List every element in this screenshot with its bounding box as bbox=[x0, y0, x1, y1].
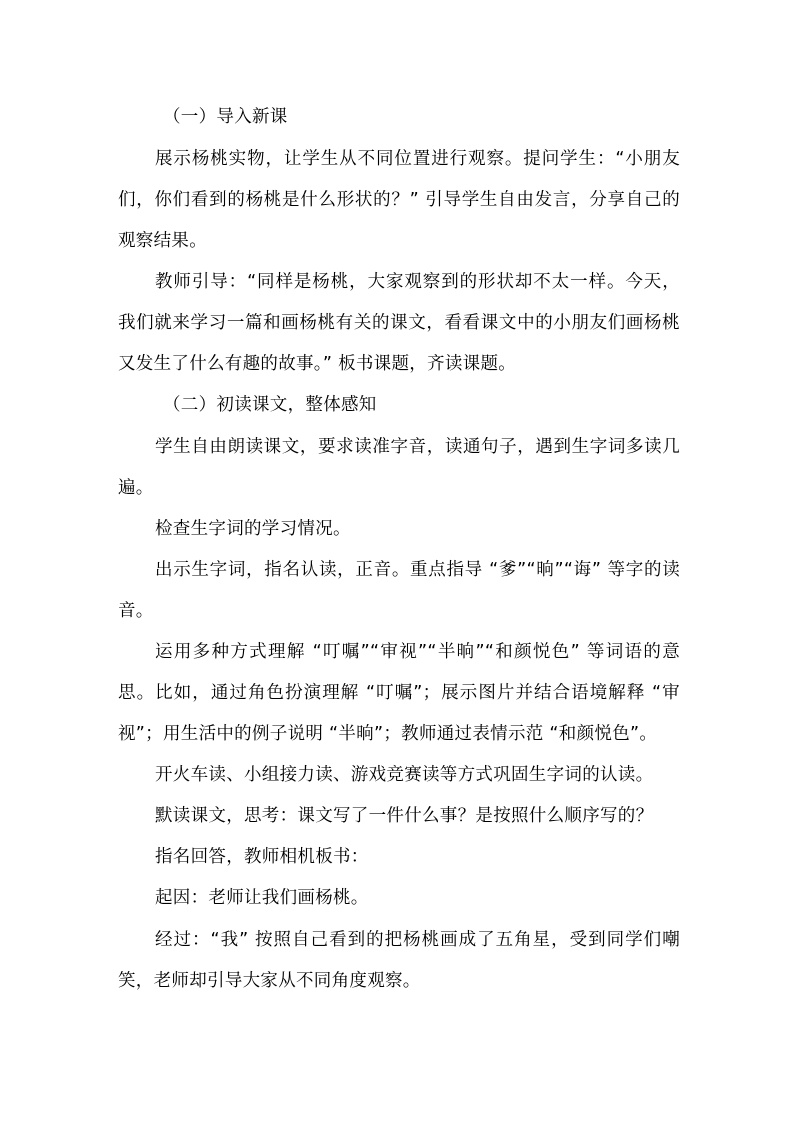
paragraph-check-words: 检查生字词的学习情况。 bbox=[155, 519, 351, 539]
paragraph-show-words: 出示生字词，指名认读，正音。重点指导 “爹”“晌”“诲” 等字的读音。 bbox=[118, 560, 680, 621]
paragraph-silent-reading: 默读课文，思考：课文写了一件什么事？是按照什么顺序写的？ bbox=[155, 806, 654, 826]
paragraph-free-reading: 学生自由朗读课文，要求读准字音，读通句子，遇到生字词多读几遍。 bbox=[118, 437, 680, 498]
paragraph-show-starfruit: 展示杨桃实物，让学生从不同位置进行观察。提问学生：“小朋友们，你们看到的杨桃是什么形状的？” 引导学生自由发言，分享自己的观察结果。 bbox=[118, 149, 680, 251]
section-heading-first-reading: （二）初读课文，整体感知 bbox=[163, 395, 377, 415]
paragraph-process: 经过：“我” 按照自己看到的把杨桃画成了五角星，受到同学们嘲笑，老师却引导大家从不同角度观察。 bbox=[118, 930, 680, 991]
paragraph-understand-words: 运用多种方式理解 “叮嘱”“审视”“半晌”“和颜悦色” 等词语的意思。比如，通过角色扮演理解 “叮嘱”；展示图片并结合语境解释 “审视”；用生活中的例子说明 “半晌”；教师通过表情示范 “和颜悦色”。 bbox=[118, 642, 680, 744]
paragraph-answer: 指名回答，教师相机板书： bbox=[155, 847, 369, 867]
paragraph-cause: 起因：老师让我们画杨桃。 bbox=[155, 888, 369, 908]
paragraph-teacher-guide: 教师引导：“同样是杨桃，大家观察到的形状却不太一样。今天，我们就来学习一篇和画杨桃有关的课文，看看课文中的小朋友们画杨桃又发生了什么有趣的故事。” 板书课题，齐读课题。 bbox=[118, 272, 680, 374]
paragraph-consolidate: 开火车读、小组接力读、游戏竞赛读等方式巩固生字词的认读。 bbox=[155, 765, 654, 785]
section-heading-intro: （一）导入新课 bbox=[163, 107, 288, 127]
